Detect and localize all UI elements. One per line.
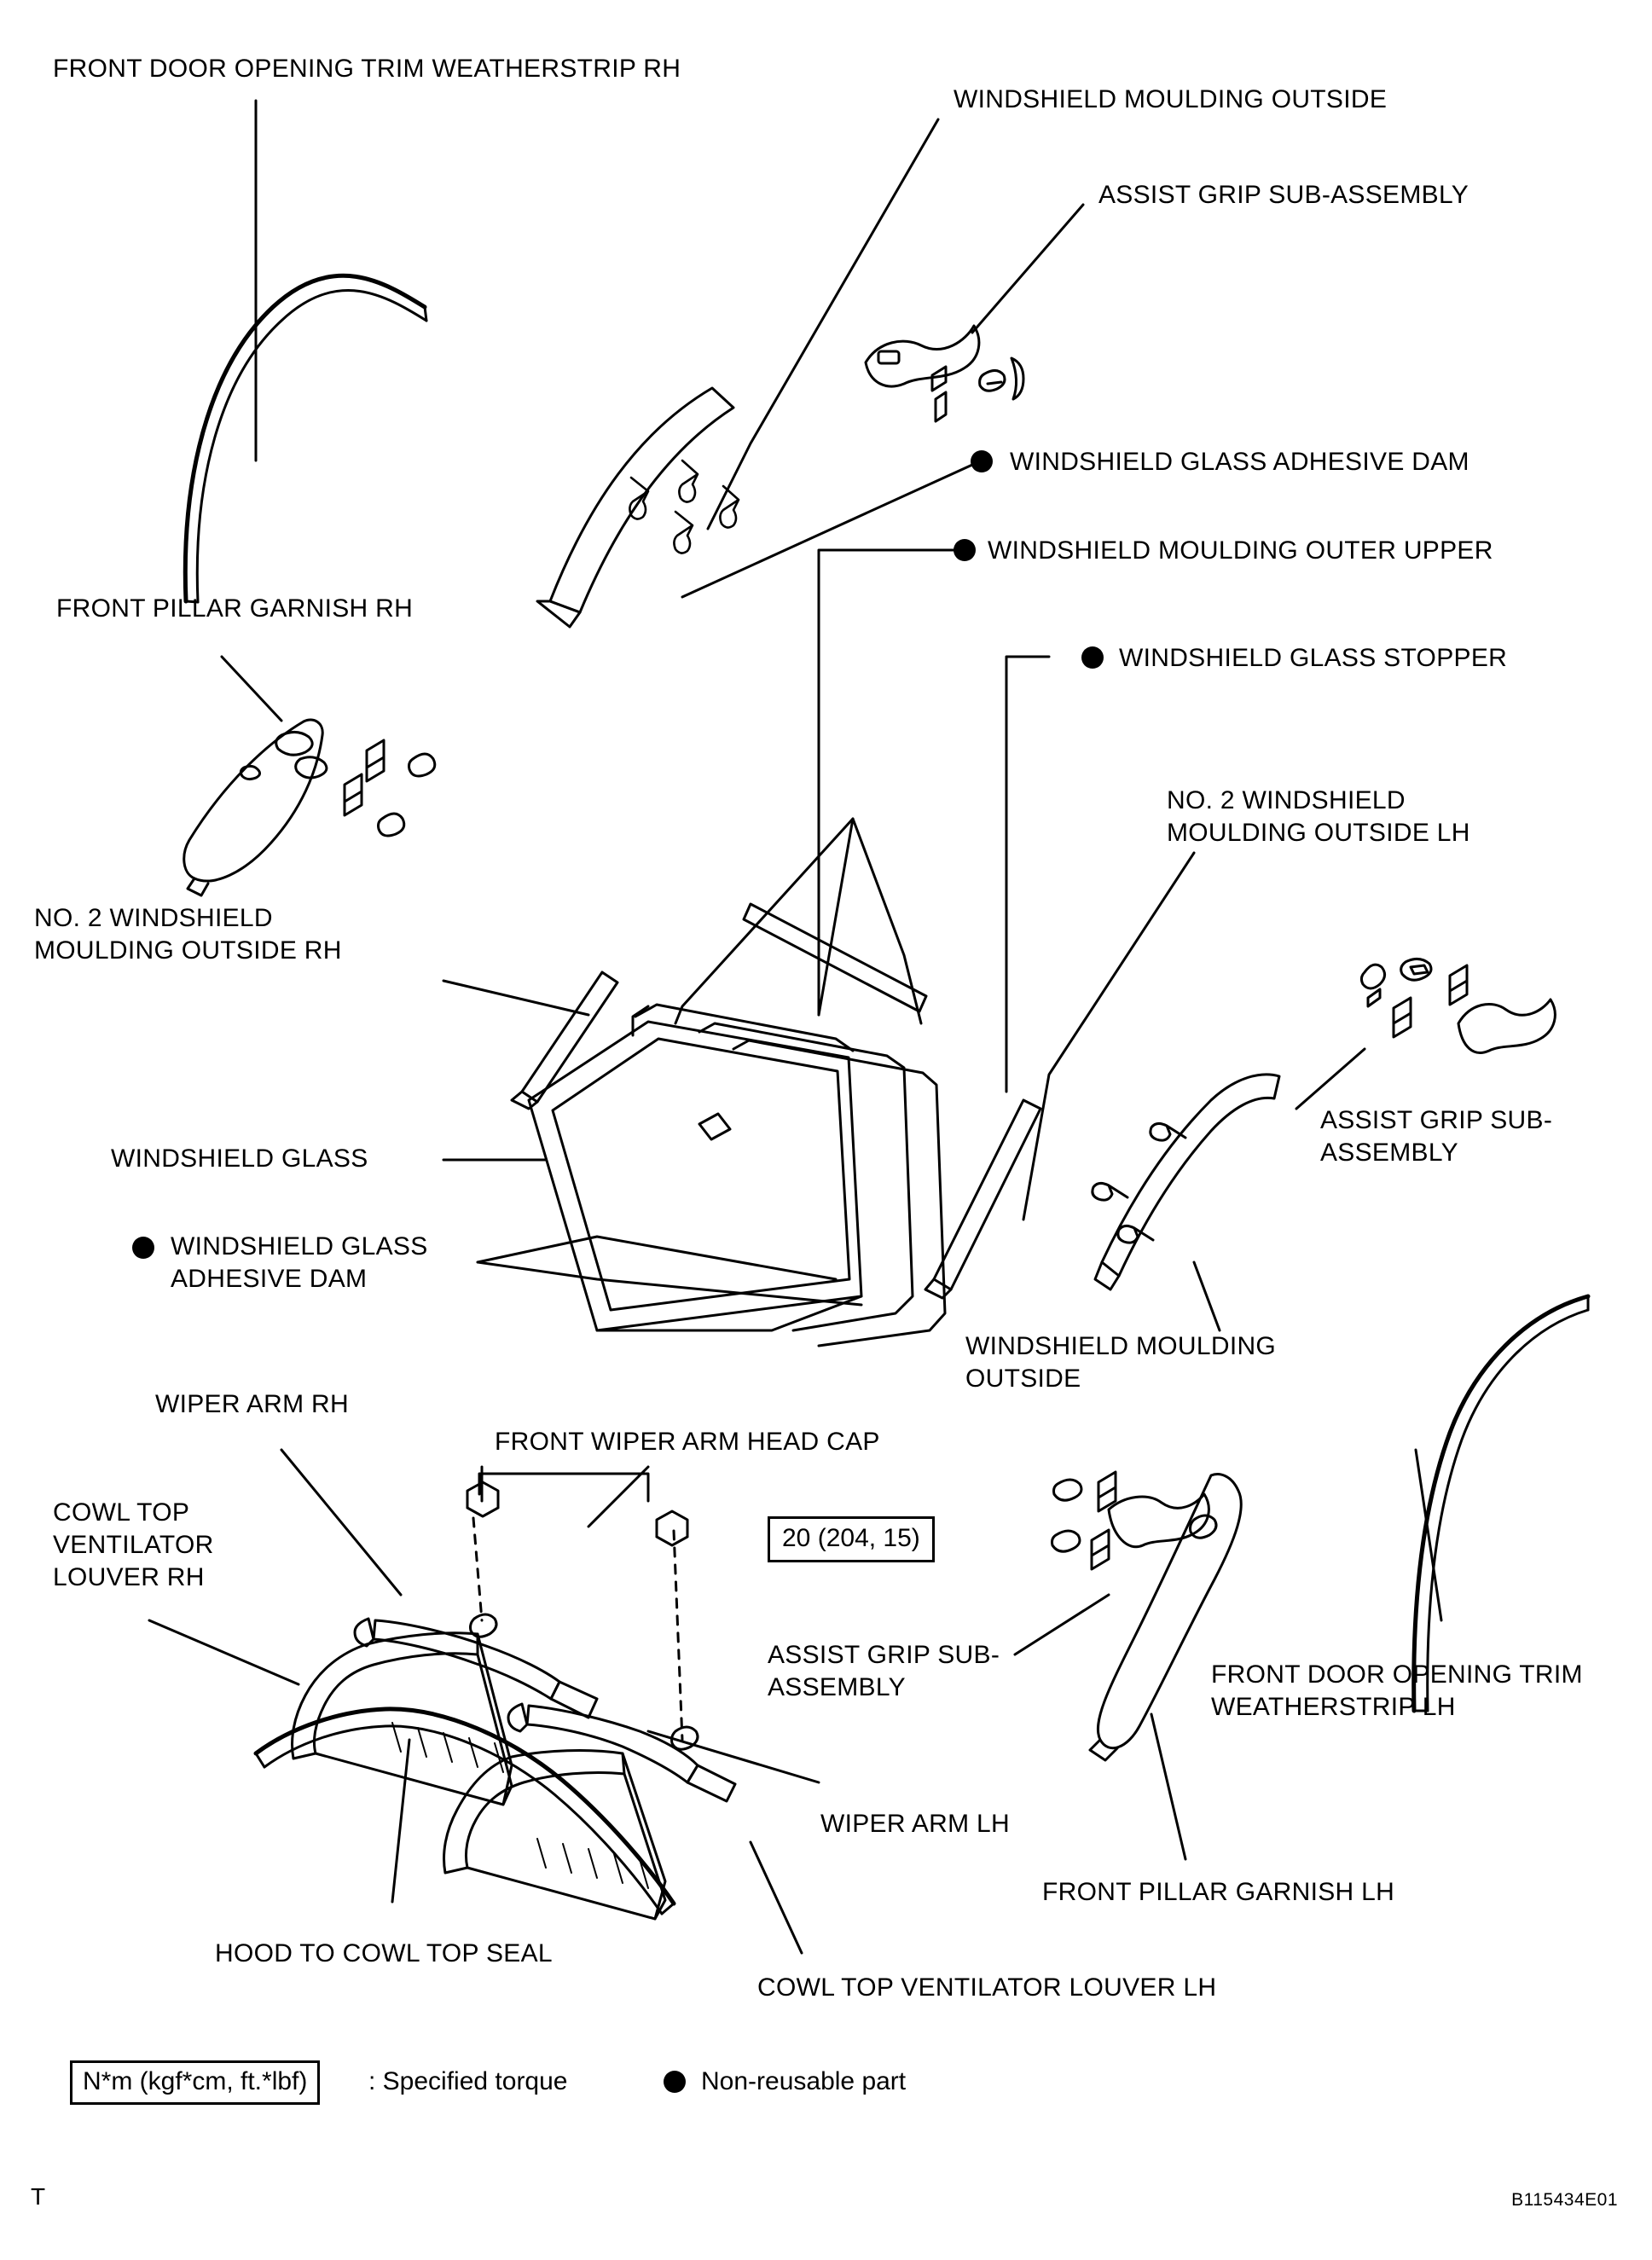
part-moulding-mid-tip xyxy=(1095,1262,1119,1289)
dashed-wiper-cap-rh xyxy=(473,1518,482,1620)
part-windshield-glass-outline xyxy=(529,1022,861,1330)
leader-assist-grip-right xyxy=(1296,1049,1365,1109)
part-cowl-louver-lh-slats xyxy=(537,1839,648,1888)
label-front-pillar-garnish-lh: FRONT PILLAR GARNISH LH xyxy=(1042,1878,1395,1906)
part-garnish-rh-hole2 xyxy=(296,757,327,778)
leader-moulding-outer-upper xyxy=(819,550,955,1015)
label-cowl-top-ventilator-louver-rh: COWL TOP VENTILATOR LOUVER RH xyxy=(53,1498,214,1591)
leader-adhesive-dam-left-a xyxy=(478,1237,836,1279)
part-no2-moulding-lh-tip xyxy=(925,1279,951,1298)
part-front-door-trim-rh-inner xyxy=(197,291,426,602)
page-corner-mark: T xyxy=(31,2183,46,2210)
leader-windshield-moulding-outside-mid xyxy=(1194,1262,1220,1330)
torque-callout: 20 (204, 15) xyxy=(768,1516,935,1562)
leader-no2-moulding-lh xyxy=(1023,853,1194,1220)
part-windshield-glass-edge xyxy=(597,1296,861,1330)
label-windshield-moulding-outside-mid: WINDSHIELD MOULDING OUTSIDE xyxy=(965,1332,1277,1393)
label-assist-grip-sub-assembly-top: ASSIST GRIP SUB-ASSEMBLY xyxy=(1098,181,1469,209)
legend-nonreusable-meaning: Non-reusable part xyxy=(701,2067,907,2095)
part-head-cap-bracket xyxy=(479,1474,648,1501)
part-assist-grip-top-base xyxy=(878,351,899,363)
part-no2-moulding-lh xyxy=(934,1100,1040,1289)
part-assist-grip-top-cover xyxy=(1011,358,1023,399)
nonreusable-bullet-moulding-outer-upper xyxy=(954,539,976,561)
part-cowl-louver-lh-body xyxy=(467,1774,665,1919)
label-windshield-glass-adhesive-dam-top: WINDSHIELD GLASS ADHESIVE DAM xyxy=(1010,448,1469,476)
part-cowl-louver-rh-body2 xyxy=(478,1634,512,1805)
part-front-pillar-garnish-rh xyxy=(184,720,322,881)
leader-front-pillar-garnish-rh xyxy=(222,657,281,721)
leader-assist-grip-top xyxy=(972,205,1083,333)
legend-nonreusable-bullet xyxy=(664,2071,686,2093)
part-wiper-arm-rh-blade xyxy=(551,1682,597,1718)
part-front-pillar-garnish-rh-tab xyxy=(188,878,208,895)
part-hood-seal-end xyxy=(256,1753,264,1767)
legend-torque-key: N*m (kgf*cm, ft.*lbf) xyxy=(70,2060,320,2105)
nonreusable-bullet-adhesive-dam-top xyxy=(971,450,993,472)
part-moulding-top-end-clip xyxy=(537,601,580,627)
legend-torque-meaning: : Specified torque xyxy=(368,2067,568,2095)
part-cowl-louver-rh xyxy=(293,1633,478,1759)
label-assist-grip-sub-assembly-bottom: ASSIST GRIP SUB-ASSEMBLY xyxy=(768,1641,1000,1701)
part-windshield-glass-mirror-base xyxy=(699,1114,730,1139)
part-garnish-rh-fasteners xyxy=(345,740,435,836)
part-assist-grip-right-fasteners xyxy=(1361,959,1467,1037)
part-moulding-mid-fasteners xyxy=(1093,1123,1185,1243)
part-moulding-outer-upper xyxy=(744,904,926,1011)
leader-adhesive-dam-top xyxy=(682,465,972,597)
leader-wiper-arm-rh xyxy=(281,1450,401,1595)
leader-cowl-top-louver-rh xyxy=(149,1620,299,1684)
leader-cowl-top-louver-lh xyxy=(751,1842,802,1953)
part-front-door-trim-lh-outer xyxy=(1414,1296,1588,1711)
label-windshield-glass: WINDSHIELD GLASS xyxy=(111,1144,368,1173)
leader-adhesive-dam-left-b xyxy=(478,1262,861,1305)
part-glass-frame-top xyxy=(635,1005,853,1051)
leader-windshield-moulding-outside-top xyxy=(708,119,938,529)
leader-hood-to-cowl-seal xyxy=(392,1740,409,1902)
label-front-door-opening-trim-weatherstrip-rh: FRONT DOOR OPENING TRIM WEATHERSTRIP RH xyxy=(53,55,681,83)
part-assist-grip-right-body xyxy=(1458,1000,1555,1052)
part-windshield-glass-inner xyxy=(553,1039,849,1310)
label-windshield-glass-adhesive-dam-left: WINDSHIELD GLASS ADHESIVE DAM xyxy=(171,1232,428,1293)
part-wiper-arm-rh-head xyxy=(355,1619,374,1646)
part-hood-seal-inner xyxy=(264,1726,662,1914)
part-moulding-top-fasteners xyxy=(629,461,739,553)
label-no-2-windshield-moulding-outside-lh: NO. 2 WINDSHIELD MOULDING OUTSIDE LH xyxy=(1167,786,1470,847)
dashed-wiper-cap-lh xyxy=(674,1531,682,1740)
part-garnish-lh-hole xyxy=(1191,1515,1217,1538)
part-no2-moulding-rh-tip xyxy=(512,1092,537,1109)
part-wiper-arm-lh-head xyxy=(508,1704,527,1731)
part-front-door-trim-rh-outer xyxy=(185,275,425,601)
figure-code: B115434E01 xyxy=(1511,2190,1618,2210)
nonreusable-bullet-glass-stopper xyxy=(1081,646,1104,669)
part-garnish-rh-hole3 xyxy=(241,766,259,779)
label-no-2-windshield-moulding-outside-rh: NO. 2 WINDSHIELD MOULDING OUTSIDE RH xyxy=(34,904,342,965)
part-cowl-louver-rh-slats xyxy=(392,1723,503,1772)
leader-front-door-trim-lh xyxy=(1416,1450,1441,1620)
part-cowl-louver-rh-body xyxy=(316,1654,512,1805)
part-cowl-louver-lh xyxy=(444,1751,624,1873)
part-glass-frame-left xyxy=(633,1006,648,1035)
leader-no2-moulding-rh xyxy=(443,981,588,1015)
part-hood-seal-outer xyxy=(256,1709,674,1904)
part-garnish-lh-fasteners xyxy=(1052,1472,1116,1569)
part-wiper-nuts xyxy=(467,1482,698,1749)
part-front-pillar-garnish-lh-tab xyxy=(1090,1740,1117,1760)
label-front-wiper-arm-head-cap: FRONT WIPER ARM HEAD CAP xyxy=(495,1428,880,1456)
part-assist-grip-top-body xyxy=(866,326,979,386)
nonreusable-bullet-adhesive-dam-left xyxy=(132,1237,154,1259)
label-assist-grip-sub-assembly-right: ASSIST GRIP SUB-ASSEMBLY xyxy=(1320,1106,1553,1167)
part-garnish-rh-hole1 xyxy=(276,732,312,755)
label-wiper-arm-rh: WIPER ARM RH xyxy=(155,1390,349,1418)
label-cowl-top-ventilator-louver-lh: COWL TOP VENTILATOR LOUVER LH xyxy=(757,1973,1217,2002)
part-assist-grip-bottom-body xyxy=(1109,1494,1209,1547)
label-wiper-arm-lh: WIPER ARM LH xyxy=(820,1810,1010,1838)
part-cowl-louver-lh-body2 xyxy=(623,1753,665,1919)
part-wiper-arm-lh-blade xyxy=(687,1765,735,1801)
label-front-pillar-garnish-rh: FRONT PILLAR GARNISH RH xyxy=(56,594,414,623)
leader-front-wiper-head-cap-a xyxy=(588,1467,648,1527)
leader-front-pillar-garnish-lh xyxy=(1151,1714,1185,1859)
part-assist-grip-top-cap xyxy=(980,370,1005,391)
part-windshield-moulding-outside-mid xyxy=(1102,1075,1279,1276)
part-front-door-trim-lh-inner xyxy=(1428,1310,1588,1711)
label-hood-to-cowl-top-seal: HOOD TO COWL TOP SEAL xyxy=(215,1939,553,1967)
label-front-door-opening-trim-weatherstrip-lh: FRONT DOOR OPENING TRIM WEATHERSTRIP LH xyxy=(1211,1660,1583,1721)
label-windshield-moulding-outer-upper: WINDSHIELD MOULDING OUTER UPPER xyxy=(988,536,1493,565)
part-front-door-trim-rh-end2 xyxy=(425,307,426,321)
label-windshield-moulding-outside-top: WINDSHIELD MOULDING OUTSIDE xyxy=(954,85,1388,113)
part-glass-frame-right2 xyxy=(733,1040,945,1346)
part-no2-moulding-rh xyxy=(522,972,617,1102)
part-assist-grip-top-bolt xyxy=(932,367,946,421)
part-dam-guide-b xyxy=(819,819,853,1015)
part-windshield-moulding-outside-top xyxy=(550,388,733,612)
leader-wiper-arm-lh xyxy=(648,1731,819,1782)
part-dam-guide-a xyxy=(675,819,921,1023)
part-wiper-arm-lh xyxy=(527,1706,698,1782)
leader-glass-stopper xyxy=(1006,657,1049,1092)
part-hood-seal-end2 xyxy=(662,1904,674,1914)
label-windshield-glass-stopper: WINDSHIELD GLASS STOPPER xyxy=(1119,644,1508,672)
part-wiper-arm-rh xyxy=(374,1620,559,1699)
part-glass-frame-right xyxy=(699,1023,913,1330)
